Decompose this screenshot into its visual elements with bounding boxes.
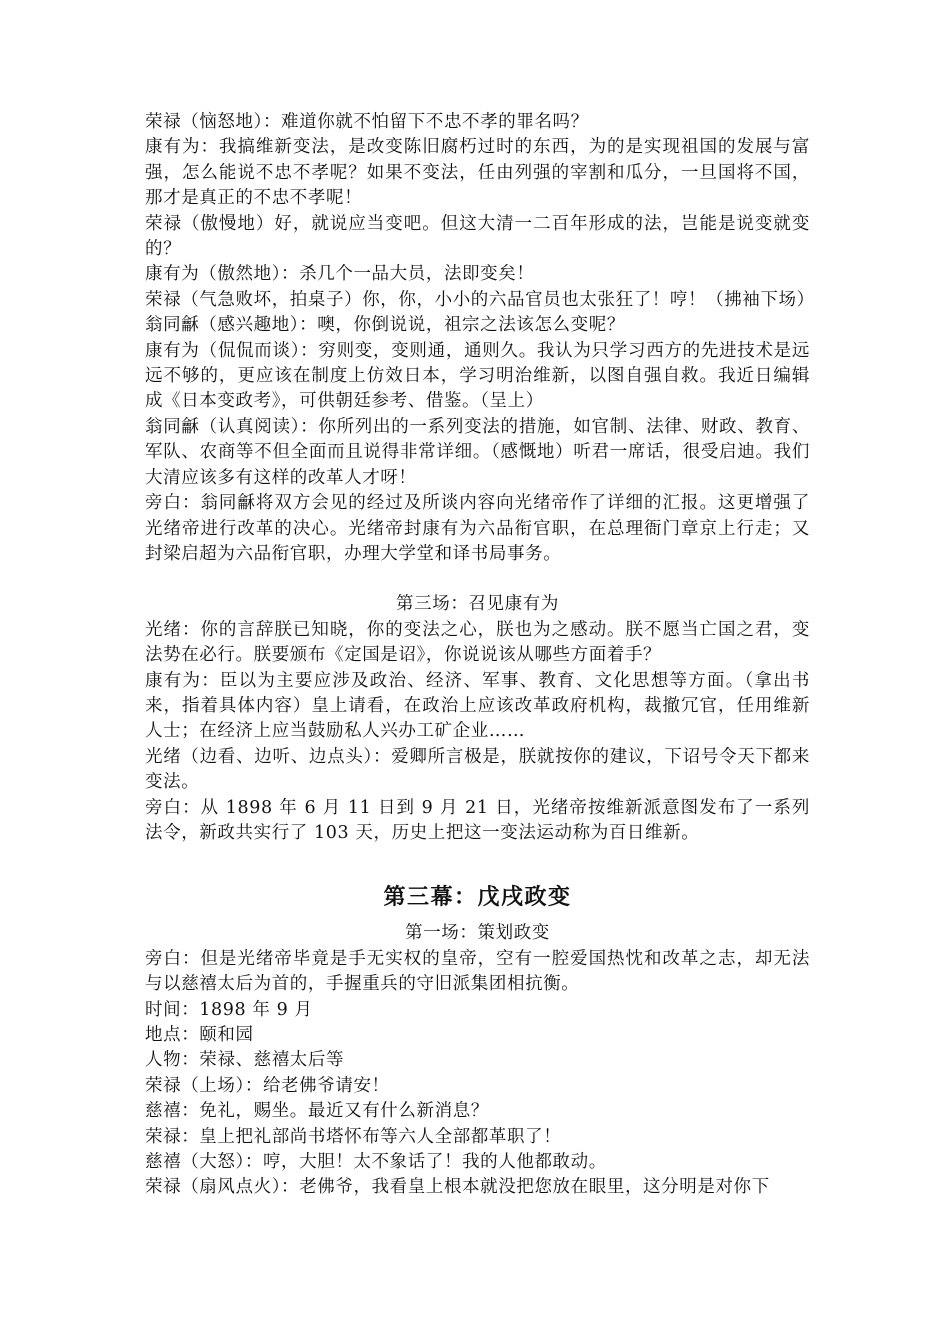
dialogue-paragraph: 慈禧：免礼，赐坐。最近又有什么新消息？ [145, 1101, 489, 1122]
dialogue-paragraph: 翁同龢（感兴趣地）：噢，你倒说说，祖宗之法该怎么变呢？ [145, 315, 625, 336]
dialogue-paragraph: 荣禄：皇上把礼部尚书塔怀布等六人全部都革职了！ [145, 1126, 562, 1147]
narration-paragraph: 旁白：从 1898 年 6 月 11 日到 9 月 21 日，光绪帝按维新派意图发布了一系列法令，新政共实行了 103 天，历史上把这一变法运动称为百日维新。 [145, 797, 810, 843]
scene-characters: 人物：荣禄、慈禧太后等 [145, 1050, 345, 1071]
dialogue-paragraph: 慈禧（大怒）：哼，大胆！太不象话了！我的人他都敢动。 [145, 1152, 607, 1173]
dialogue-paragraph: 康有为：我搞维新变法，是改变陈旧腐朽过时的东西，为的是实现祖国的发展与富强，怎么能说不忠不孝呢？如果不变法，任由列强的宰割和瓜分，一旦国将不国，那才是真正的不忠不孝呢！ [145, 137, 810, 209]
scene-location: 地点：颐和园 [145, 1025, 254, 1045]
scene-time: 时间：1898 年 9 月 [145, 999, 313, 1020]
dialogue-paragraph: 荣禄（傲慢地）好，就说应当变吧。但这大清一二百年形成的法，岂能是说变就变的？ [145, 213, 810, 260]
scene-title: 第一场：策划政变 [405, 923, 550, 944]
spacer [145, 567, 810, 592]
dialogue-paragraph: 荣禄（气急败坏，拍桌子）你，你，小小的六品官员也太张狂了！哼！（拂袖下场） [145, 289, 815, 310]
dialogue-paragraph: 荣禄（上场）：给老佛爷请安！ [145, 1075, 390, 1096]
dialogue-paragraph: 荣禄（恼怒地）：难道你就不怕留下不忠不孝的罪名吗？ [145, 112, 589, 132]
dialogue-paragraph: 康有为（侃侃而谈）：穷则变，变则通，通则久。我认为只学习西方的先进技术是远远不够的，更应该在制度上仿效日本，学习明治维新，以图自强自救。我近日编辑成《日本变政考》，可供朝廷参考、借鉴。（呈上） [145, 340, 810, 412]
narration-paragraph: 旁白：翁同龢将双方会见的经过及所谈内容向光绪帝作了详细的汇报。这更增强了光绪帝进行改革的决心。光绪帝封康有为六品衔官职，在总理衙门章京上行走；又封梁启超为六品衔官职，办理大学堂和译书局事务。 [145, 493, 810, 564]
act-title: 第三幕：戊戌政变 [383, 884, 572, 911]
document-page [145, 110, 815, 1201]
dialogue-paragraph: 康有为：臣以为主要应涉及政治、经济、军事、教育、文化思想等方面。（拿出书来，指着具体内容）皇上请看，在政治上应该改革政府机构，裁撤冗官，任用维新人士；在经济上应当鼓励私人兴办工矿企业…… [145, 670, 810, 742]
scene-title: 第三场：召见康有为 [396, 594, 559, 615]
dialogue-paragraph: 荣禄（扇风点火）：老佛爷，我看皇上根本就没把您放在眼里，这分明是对你下 [145, 1177, 770, 1198]
dialogue-paragraph: 康有为（傲然地）：杀几个一品大员，法即变矣！ [145, 264, 535, 285]
dialogue-paragraph: 光绪（边看、边听、边点头）：爱卿所言极是，朕就按你的建议，下诏号令天下都来变法。 [145, 746, 810, 793]
narration-paragraph: 旁白：但是光绪帝毕竟是手无实权的皇帝，空有一腔爱国热忱和改革之志，却无法与以慈禧太后为首的，手握重兵的守旧派集团相抗衡。 [145, 948, 810, 995]
dialogue-paragraph: 光绪：你的言辞朕已知晓，你的变法之心，朕也为之感动。朕不愿当亡国之君，变法势在必行。朕要颁布《定国是诏》，你说说该从哪些方面着手？ [145, 619, 810, 666]
spacer [145, 846, 810, 871]
dialogue-paragraph: 翁同龢（认真阅读）：你所列出的一系列变法的措施，如官制、法律、财政、教育、军队、农商等不但全面而且说得非常详细。（感慨地）听君一席话，很受启迪。我们大清应该多有这样的改革人才呀！ [145, 416, 810, 488]
